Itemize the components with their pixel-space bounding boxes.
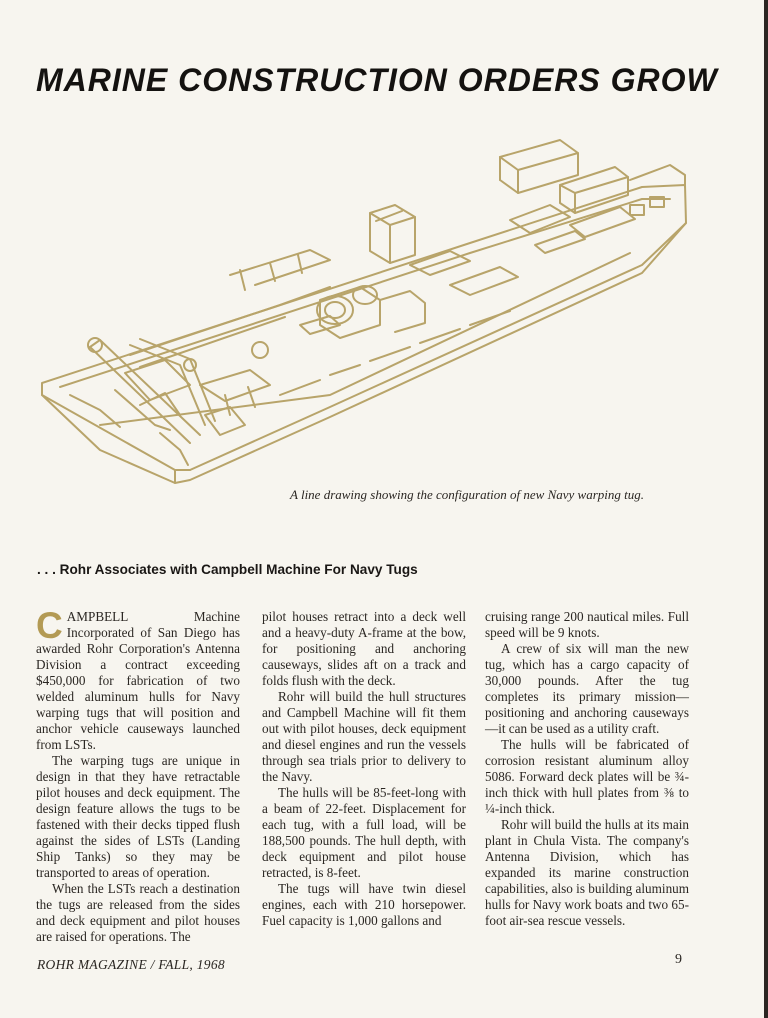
paragraph: cruising range 200 nautical miles. Full speed will be 9 knots. [485, 609, 689, 640]
article-column-3 [485, 609, 689, 929]
article-column-2 [262, 609, 466, 929]
article-subhead: . . . Rohr Associates with Campbell Machine For Navy Tugs [37, 562, 418, 577]
paragraph: pilot houses retract into a deck well and a heavy-duty A-frame at the bow, for positioning and anchoring causeways, slides aft on a track and folds flush with the deck. [262, 609, 466, 688]
paragraph: Rohr will build the hulls at its main plant in Chula Vista. The company's Antenna Division, which has expanded its marine construction capabilities, also is building aluminum hulls for Navy work boats and two 65-foot air-sea rescue vessels. [485, 817, 690, 928]
paragraph: CAMPBELL Machine Incorporated of San Diego has awarded Rohr Corporation's Antenna Division a contract exceeding $450,000 for fabrication of two welded aluminum hulls for Navy warping tugs that will position and anchor vehicle causeways launched from LSTs. [36, 605, 240, 752]
paragraph: The hulls will be 85-feet-long with a beam of 22-feet. Displacement for each tug, with a full load, will be 188,500 pounds. The hull depth, with deck equipment and pilot house retracted, is 8-feet. [262, 785, 466, 880]
paragraph: The tugs will have twin diesel engines, each with 210 horsepower. Fuel capacity is 1,000 gallons and [262, 881, 466, 928]
headline: MARINE CONSTRUCTION ORDERS GROW [36, 62, 718, 98]
tug-line-drawing [30, 125, 700, 500]
publication-footer: ROHR MAGAZINE / FALL, 1968 [37, 957, 225, 972]
figure-caption: A line drawing showing the configuration of new Navy warping tug. [290, 487, 645, 502]
page-edge [764, 0, 768, 1018]
paragraph: The hulls will be fabricated of corrosion resistant aluminum alloy 5086. Forward deck plates will be ¾-inch thick with hull plates from ⅜ to ¼-inch thick. [485, 737, 689, 816]
paragraph: When the LSTs reach a destination the tugs are released from the sides and deck equipment and pilot houses are raised for operations. The [36, 881, 240, 944]
drop-cap: C [36, 605, 63, 646]
article-column-1 [36, 605, 240, 945]
paragraph: A crew of six will man the new tug, which has a cargo capacity of 30,000 pounds. After the tug completes its primary mission—positioning and anchoring causeways—it can be used as a utility craft. [485, 641, 689, 736]
paragraph: The warping tugs are unique in design in that they have retractable pilot houses and deck equipment. The design feature allows the tugs to be fastened with their decks tipped flush against the sides of LSTs (Landing Ship Tanks) so they may be transported to areas of operation. [36, 753, 240, 880]
paragraph: Rohr will build the hull structures and Campbell Machine will fit them out with pilot houses, deck equipment and diesel engines and run the vessels through sea trials prior to delivery to the Navy. [262, 689, 466, 784]
page-number: 9 [675, 952, 682, 967]
